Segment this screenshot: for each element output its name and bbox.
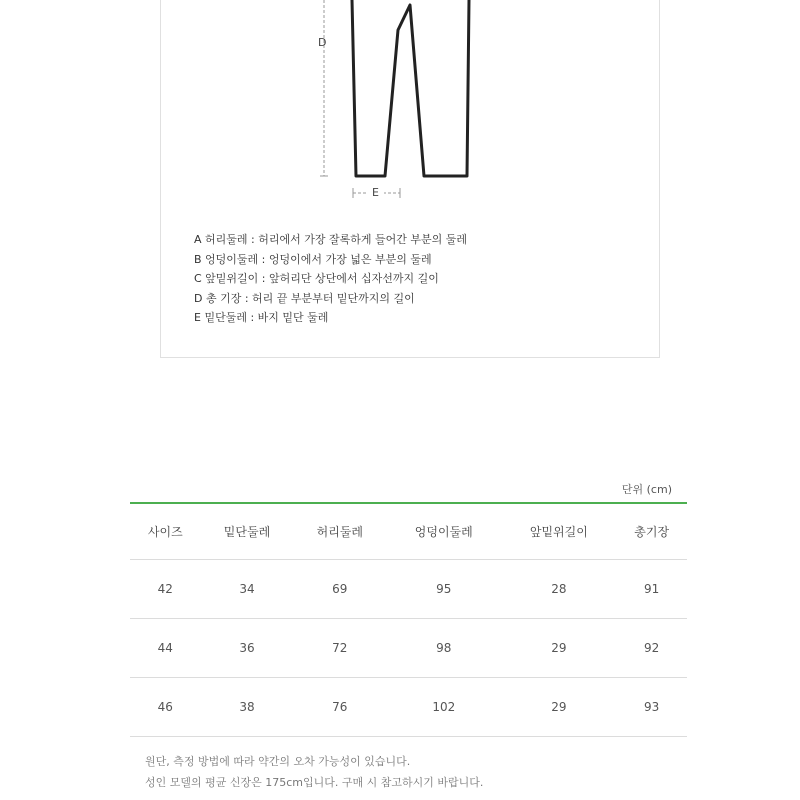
cell-length: 91 — [616, 560, 687, 619]
cell-hip: 95 — [386, 560, 501, 619]
header-waist: 허리둘레 — [293, 503, 386, 560]
unit-label: 단위 (cm) — [621, 483, 672, 496]
pants-outline — [352, 0, 469, 176]
legend-item-e: E 밑단둘레 : 바지 밑단 둘레 — [194, 311, 329, 324]
cell-waist: 76 — [293, 678, 386, 737]
cell-rise: 29 — [501, 619, 616, 678]
header-size: 사이즈 — [130, 503, 201, 560]
cell-size: 46 — [130, 678, 201, 737]
measurement-legend — [194, 230, 467, 328]
table-row — [130, 560, 687, 619]
legend-item-c: C 앞밑위길이 : 앞허리단 상단에서 십자선까지 길이 — [194, 272, 439, 285]
legend-item-b: B 엉덩이둘레 : 엉덩이에서 가장 넓은 부분의 둘레 — [194, 252, 432, 266]
cell-rise: 29 — [501, 678, 616, 737]
cell-waist: 72 — [293, 619, 386, 678]
table-row — [130, 619, 687, 678]
notes — [145, 751, 483, 793]
cell-size: 42 — [130, 560, 201, 619]
cell-waist: 69 — [293, 560, 386, 619]
cell-hem: 36 — [201, 619, 294, 678]
cell-hem: 38 — [201, 678, 294, 737]
cell-hem: 34 — [201, 560, 294, 619]
cell-length: 92 — [616, 619, 687, 678]
header-rise: 앞밑위길이 — [501, 503, 616, 560]
cell-rise: 28 — [501, 560, 616, 619]
note-model-height: 성인 모델의 평균 신장은 175cm입니다. 구매 시 참고하시기 바랍니다. — [145, 776, 484, 789]
table-row — [130, 678, 687, 737]
cell-hip: 98 — [386, 619, 501, 678]
header-length: 총기장 — [616, 503, 687, 560]
header-hem: 밑단둘레 — [201, 503, 294, 560]
header-hip: 엉덩이둘레 — [386, 503, 501, 560]
cell-size: 44 — [130, 619, 201, 678]
table-header-row — [130, 503, 687, 560]
note-tolerance: 원단, 측정 방법에 따라 약간의 오차 가능성이 있습니다. — [145, 755, 411, 768]
size-table — [130, 502, 687, 737]
label-e: E — [372, 186, 379, 199]
legend-item-a: A 허리둘레 : 허리에서 가장 잘록하게 들어간 부분의 둘레 — [194, 233, 467, 246]
legend-item-d: D 총 기장 : 허리 끝 부분부터 밑단까지의 길이 — [194, 291, 415, 305]
label-d: D — [318, 36, 327, 49]
cell-hip: 102 — [386, 678, 501, 737]
cell-length: 93 — [616, 678, 687, 737]
pants-diagram — [0, 0, 800, 220]
